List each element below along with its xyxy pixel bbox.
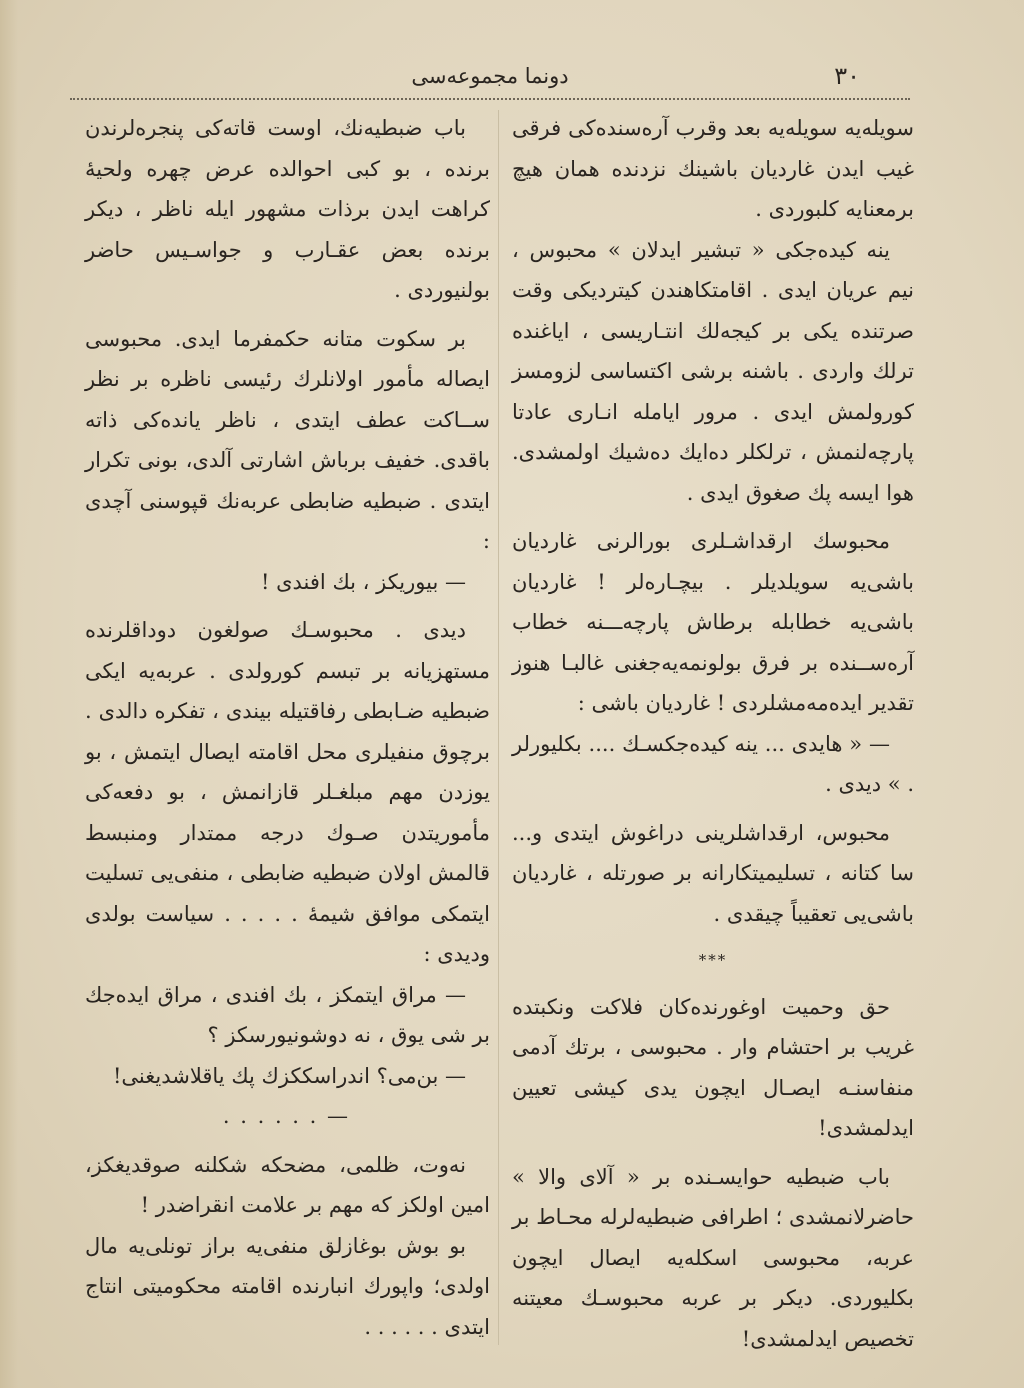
paragraph: سویله‌یه سویله‌یه بعد وقرب آره‌سنده‌کی فرقی غیب ایدن غاردیان باشینك نزدنده همان هیچ برمعنایه کلبوردی . <box>512 116 914 221</box>
column-divider <box>498 110 499 1345</box>
paragraph: محبوس، ارقداشلرینی دراغوش ایتدی و... سا کتانه ، تسلیمیتکارانه بر صورتله ، غاردیان باشی‌یی تعقیباً چیقدی . <box>512 820 914 926</box>
text-column-right <box>512 108 914 1359</box>
page-number: ۳۰ <box>834 62 860 90</box>
text-column-left <box>85 108 490 1347</box>
page-edge-shadow <box>0 0 18 1388</box>
paragraph: بر سکوت متانه حکمفرما ایدی. محبوسی ایصاله مأمور اولانلرك رئیسی ناظره بر نظر ســاکت عطف ایتدی ، ناظر یانده‌کی ذاته باقدی. خفیف برباش اشارتی آلدی، بونی تکرار ایتدی . ضبطیه ضابطی عربه‌نك قپوسنی آچدی : <box>85 326 490 553</box>
paragraph: نه‌وت، ظلمی، مضحکه شکلنه صوقدیغکز، امین اولکز که مهم بر علامت انقراضدر ! <box>85 1152 490 1217</box>
running-head <box>70 58 910 98</box>
paragraph: بو بوش بوغازلق منفی‌یه براز تونلی‌یه مال اولدی؛ واپورك انبارنده اقامته محکومیتی انتاج ایتدی . . . . . . <box>85 1233 490 1339</box>
journal-title: دونما مجموعه‌سی <box>411 64 569 88</box>
header-dotted-rule <box>70 98 910 100</box>
paragraph: — بن‌می؟ اندراسککزك پك یاقلاشدیغنی! <box>112 1063 466 1088</box>
paragraph: باب ضبطیه‌نك، اوست قاته‌کی پنجره‌لرندن برنده ، بو کبی احوالده عرض چهره ولحیهٔ کراهت ایدن برذات مشهور ایله ناظر ، دیکر برنده بعض عقـارب و جواسـیس حاضر بولنیوردی . <box>85 116 490 302</box>
paragraph: حق وحمیت اوغورنده‌کان فلاکت ونکبتده غریب بر احتشام وار . محبوسی ، برتك آدمی منفاسنـه ایصـال ایچون یدی کیشی تعیین ایدلمشدی! <box>512 994 914 1140</box>
paragraph: ینه کیده‌جکی « تبشیر ایدلان » محبوس ، نیم عریان ایدی . اقامتکاهندن کیتردیکی وقت صرتنده یکی بر کیجه‌لك انتـاریسی ، ایاغنده ترلك واردی . باشنه برشی اکتساسی لزومسز کورولمش ایدی . مرور ایامله انـاری عادتا پارچه‌لنمش ، ترلکلر ده‌ایك ده‌شیك اولمشدی. هوا ایسه پك صغوق ایدی . <box>512 237 914 505</box>
paragraph: محبوسك ارقداشـلری بورالرنی غاردیان باشی‌یه سویلدیلر . بیچـاره‌لر ! غاردیان باشی‌یه خطابله برطاش پارچه‌ـــنه خطاب آره‌ســنده بر فرق بولونمه‌یه‌جغنی غالبـا هنوز تقدیر ایده‌مه‌مشلردی ! غاردیان باشی : <box>512 529 914 715</box>
paragraph: — بیوریکز ، بك افندی ! <box>260 569 466 594</box>
paragraph: باب ضبطیه حوایسـنده بر « آلای والا » حاضرلانمشدی ؛ اطرافی ضبطیه‌لرله محـاط بر عربه، محبوسی اسکله‌یه ایصال ایچون بکلیوردی. دیکر بر عربه محبوسـك معیتنه تخصیص ایدلمشدی! <box>512 1164 914 1351</box>
section-divider-stars: *** <box>698 951 728 969</box>
paragraph: — « هایدی ... ینه کیده‌جکسـك .... بکلیورلر . » دیدی . <box>512 731 914 796</box>
paragraph: — مراق ایتمکز ، بك افندی ، مراق ایده‌جك بر شی یوق ، نه دوشونیورسکز ؟ <box>85 982 490 1047</box>
paragraph: — . . . . . . <box>222 1104 350 1128</box>
paragraph: دیدی . محبوسـك صولغون دوداقلرنده مستهزیانه بر تبسم کورولدی . عربه‌یه ایکی ضبطیه ضـابطی رفاقتیله بیندی ، تفکره دالدی . برچوق منفیلری محل اقامته ایصال ایتمش ، بو یوزدن مهم مبلغـلر قازانمش ، بو دفعه‌کی مأموریتدن صـوك درجه ممتدار ومنبسط قالمش اولان ضبطیه ضابطی ، منفی‌یی تسلیت ایتمکی موافق شیمهٔ . . . . . سیاست بولدی ودیدی : <box>85 618 490 966</box>
